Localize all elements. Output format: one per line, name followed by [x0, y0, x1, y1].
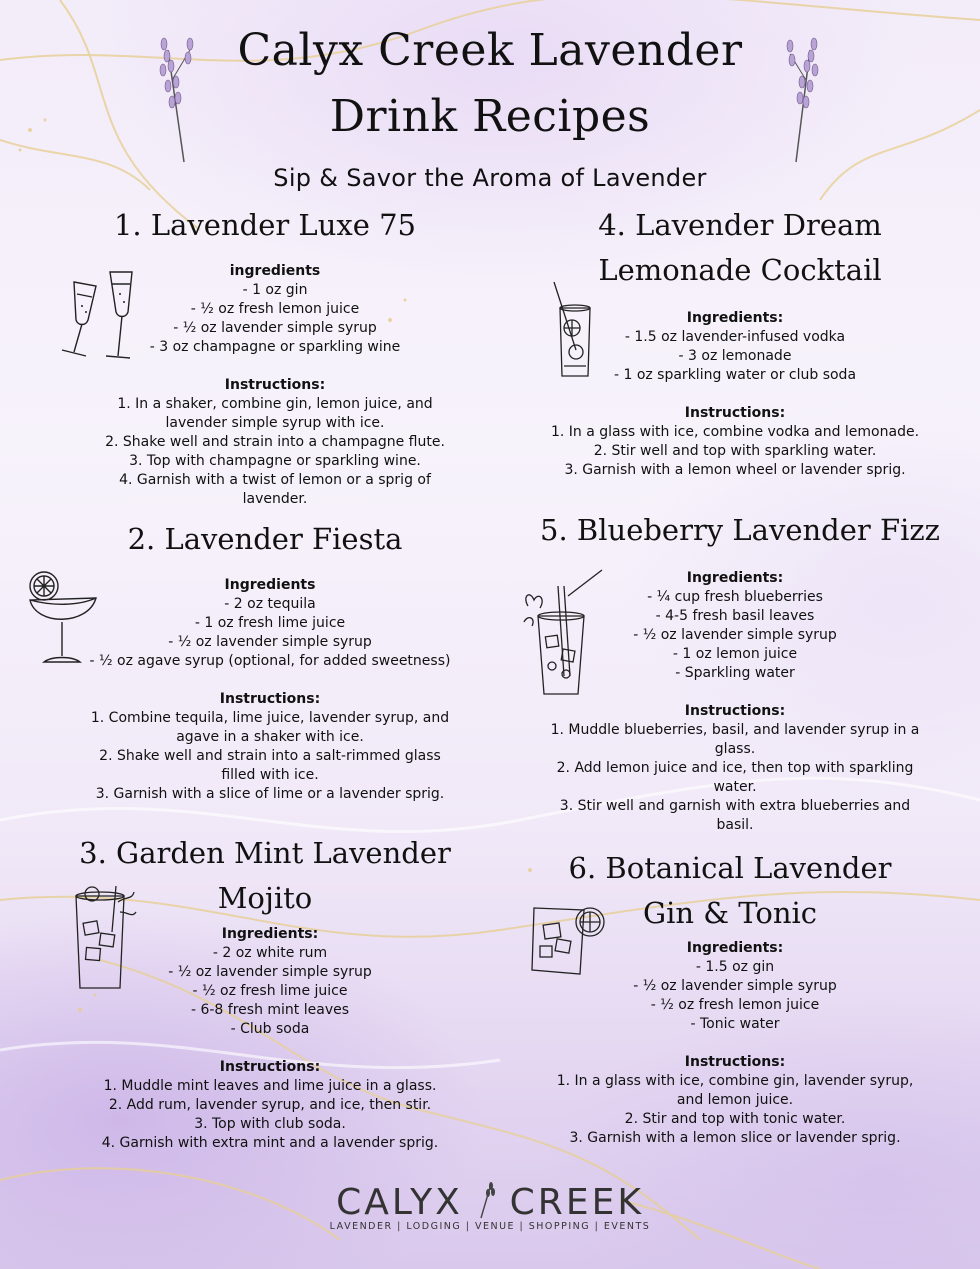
- ingredient-item: - 2 oz tequila: [224, 596, 316, 612]
- recipe-4-title-line-2: Lemonade Cocktail: [598, 253, 882, 287]
- recipe-1-body: [60, 262, 490, 509]
- ingredient-item: - 4-5 fresh basil leaves: [655, 608, 815, 624]
- recipe-5-body: [540, 569, 930, 835]
- ingredient-item: - ½ oz lavender simple syrup: [168, 634, 372, 650]
- page-subtitle: Sip & Savor the Aroma of Lavender: [273, 164, 707, 192]
- instruction-line: and lemon juice.: [676, 1092, 794, 1108]
- recipe-5-instructions-label: Instructions:: [684, 703, 786, 719]
- instruction-line: 2. Shake well and strain into a salt-rimmed glass: [99, 748, 441, 764]
- instruction-line: basil.: [716, 817, 754, 833]
- recipe-5-ingredients-label: Ingredients:: [686, 570, 784, 586]
- instruction-line: 3. Garnish with a lemon wheel or lavender sprig.: [564, 462, 906, 478]
- recipe-2-title: 2. Lavender Fiesta: [127, 522, 403, 556]
- ingredient-item: - ½ oz fresh lemon juice: [190, 301, 360, 317]
- instruction-line: 3. Top with club soda.: [194, 1116, 346, 1132]
- ingredient-item: - ½ oz lavender simple syrup: [173, 320, 377, 336]
- recipe-3-instructions-label: Instructions:: [219, 1059, 321, 1075]
- ingredient-item: - 3 oz lemonade: [678, 348, 792, 364]
- title-line-2: Drink Recipes: [329, 91, 651, 142]
- instruction-line: 3. Garnish with a lemon slice or lavender sprig.: [569, 1130, 901, 1146]
- instruction-line: 2. Add lemon juice and ice, then top with sparkling: [556, 760, 914, 776]
- page-title: [0, 18, 980, 150]
- recipe-6-instructions-label: Instructions:: [684, 1054, 786, 1070]
- title-line-1: Calyx Creek Lavender: [237, 25, 743, 76]
- recipe-2-ingredients-label: Ingredients: [224, 577, 316, 593]
- ingredient-item: - 6-8 fresh mint leaves: [190, 1002, 350, 1018]
- recipe-6-title-line-2: Gin & Tonic: [642, 896, 818, 930]
- ingredient-item: - 1.5 oz gin: [695, 959, 775, 975]
- ingredient-item: - 1 oz sparkling water or club soda: [613, 367, 857, 383]
- recipe-1-ingredients-label: ingredients: [229, 263, 321, 279]
- recipe-3-title-line-2: Mojito: [217, 881, 313, 915]
- instruction-line: 3. Stir well and garnish with extra blueberries and: [559, 798, 911, 814]
- recipe-4-body: [540, 309, 930, 480]
- recipe-6-ingredients-label: Ingredients:: [686, 940, 784, 956]
- ingredient-item: - Sparkling water: [675, 665, 795, 681]
- recipe-4-ingredients-label: Ingredients:: [686, 310, 784, 326]
- logo-word-calyx: CALYX: [336, 1182, 463, 1223]
- recipe-4-instructions-label: Instructions:: [684, 405, 786, 421]
- ingredient-item: - ½ oz lavender simple syrup: [633, 627, 837, 643]
- ingredient-item: - ½ oz lavender simple syrup: [633, 978, 837, 994]
- instruction-line: 4. Garnish with extra mint and a lavender sprig.: [101, 1135, 439, 1151]
- ingredient-item: - 1 oz lemon juice: [672, 646, 798, 662]
- instruction-line: 2. Shake well and strain into a champagne flute.: [105, 434, 445, 450]
- recipe-2-instructions-label: Instructions:: [219, 691, 321, 707]
- recipe-6-body: [540, 939, 930, 1148]
- ingredient-item: - 1.5 oz lavender-infused vodka: [624, 329, 846, 345]
- instruction-line: 1. Muddle blueberries, basil, and lavender syrup in a: [550, 722, 920, 738]
- logo-word-creek: CREEK: [509, 1182, 644, 1223]
- instruction-line: 1. In a glass with ice, combine gin, lavender syrup,: [556, 1073, 914, 1089]
- recipe-1-title: 1. Lavender Luxe 75: [113, 208, 417, 242]
- instruction-line: filled with ice.: [221, 767, 319, 783]
- recipe-3-title-line-1: 3. Garden Mint Lavender: [79, 836, 451, 870]
- instruction-line: glass.: [714, 741, 756, 757]
- instruction-line: 3. Top with champagne or sparkling wine.: [129, 453, 421, 469]
- recipe-1-instructions-label: Instructions:: [224, 377, 326, 393]
- footer-tagline: LAVENDER | LODGING | VENUE | SHOPPING | EVENTS: [329, 1221, 651, 1232]
- instruction-line: 3. Garnish with a slice of lime or a lavender sprig.: [95, 786, 445, 802]
- instruction-line: 1. In a shaker, combine gin, lemon juice, and: [117, 396, 433, 412]
- ingredient-item: - ½ oz lavender simple syrup: [168, 964, 372, 980]
- ingredient-item: - 2 oz white rum: [212, 945, 328, 961]
- ingredient-item: - 3 oz champagne or sparkling wine: [149, 339, 401, 355]
- instruction-line: lavender simple syrup with ice.: [165, 415, 385, 431]
- recipe-3-ingredients-label: Ingredients:: [221, 926, 319, 942]
- ingredient-item: - ½ oz fresh lime juice: [192, 983, 348, 999]
- instruction-line: 2. Stir and top with tonic water.: [624, 1111, 846, 1127]
- recipe-6-title-line-1: 6. Botanical Lavender: [568, 851, 892, 885]
- ingredient-item: - ½ oz fresh lemon juice: [650, 997, 820, 1013]
- footer-logo: [0, 1180, 980, 1223]
- instruction-line: 2. Add rum, lavender syrup, and ice, then stir.: [108, 1097, 432, 1113]
- instruction-line: 2. Stir well and top with sparkling water.: [593, 443, 877, 459]
- ingredient-item: - Club soda: [230, 1021, 310, 1037]
- instruction-line: 1. Muddle mint leaves and lime juice in a glass.: [103, 1078, 437, 1094]
- ingredient-item: - ½ oz agave syrup (optional, for added sweetness): [89, 653, 451, 669]
- instruction-line: water.: [713, 779, 757, 795]
- ingredient-item: - ¼ cup fresh blueberries: [647, 589, 823, 605]
- logo-lavender-sprig-icon: [475, 1180, 497, 1220]
- instruction-line: agave in a shaker with ice.: [176, 729, 364, 745]
- ingredient-item: - Tonic water: [690, 1016, 780, 1032]
- recipe-3-body: [60, 925, 480, 1153]
- ingredient-item: - 1 oz gin: [242, 282, 308, 298]
- recipe-4-title-line-1: 4. Lavender Dream: [598, 208, 882, 242]
- recipe-2-body: [70, 576, 470, 804]
- instruction-line: 1. In a glass with ice, combine vodka and lemonade.: [550, 424, 920, 440]
- instruction-line: lavender.: [242, 491, 308, 507]
- instruction-line: 1. Combine tequila, lime juice, lavender syrup, and: [90, 710, 450, 726]
- ingredient-item: - 1 oz fresh lime juice: [194, 615, 346, 631]
- recipe-5-title: 5. Blueberry Lavender Fizz: [540, 513, 940, 547]
- instruction-line: 4. Garnish with a twist of lemon or a sprig of: [119, 472, 431, 488]
